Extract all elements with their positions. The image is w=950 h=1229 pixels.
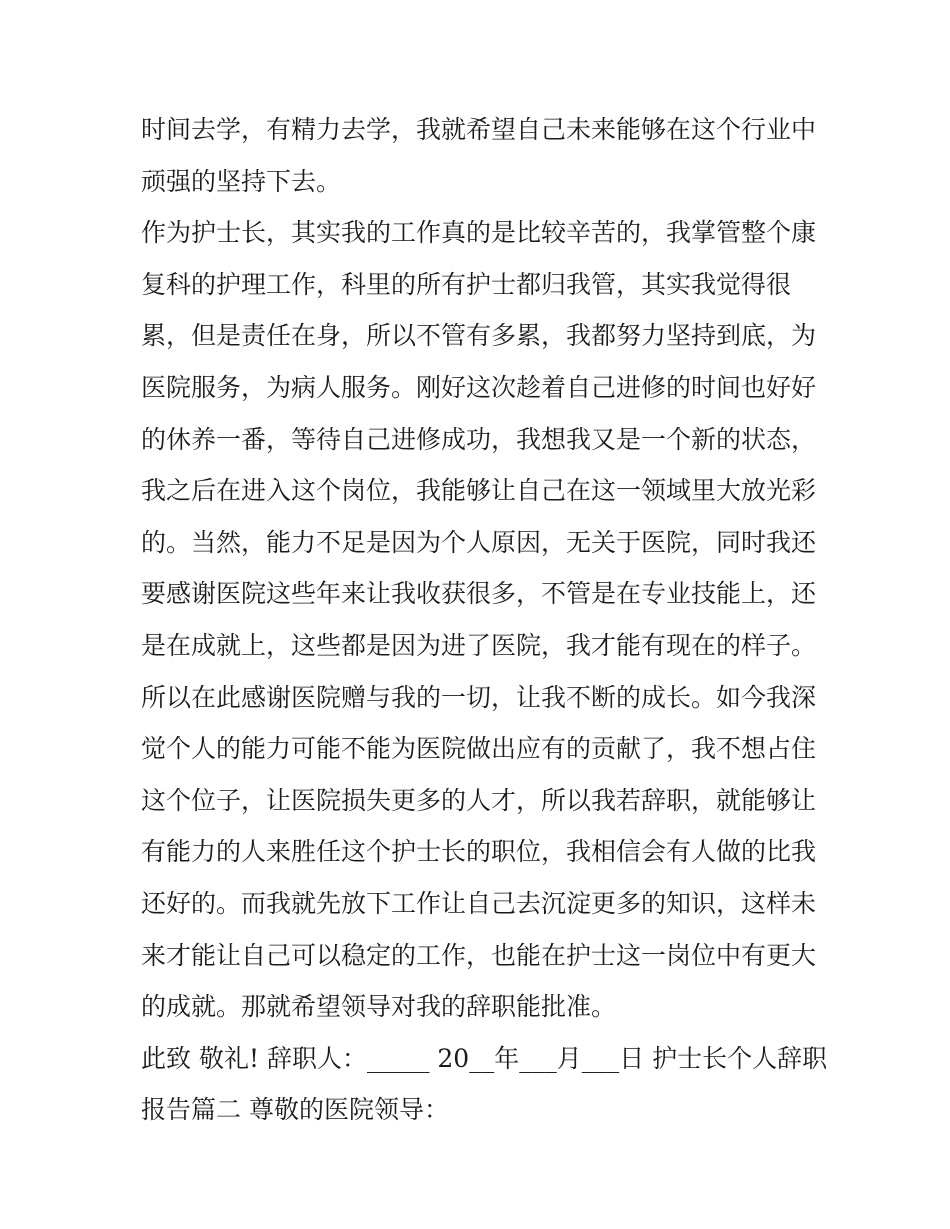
section-heading-line: 报告篇二 尊敬的医院领导： — [141, 1095, 449, 1125]
text-line: 所以在此感谢医院赠与我的一切，让我不断的成长。如今我深 — [141, 682, 817, 712]
text-line: 还好的。而我就先放下工作让自己去沉淀更多的知识，这样未 — [141, 888, 817, 918]
text-line: 的休养一番，等待自己进修成功，我想我又是一个新的状态， — [141, 424, 817, 454]
text-line: 医院服务，为病人服务。刚好这次趁着自己进修的时间也好好 — [141, 372, 817, 402]
text-line: 觉个人的能力可能不能为医院做出应有的贡献了，我不想占住 — [141, 734, 817, 764]
text-line: 的。当然，能力不足是因为个人原因，无关于医院，同时我还 — [141, 527, 817, 557]
text-line: 复科的护理工作，科里的所有护士都归我管，其实我觉得很 — [141, 269, 792, 299]
text-line: 有能力的人来胜任这个护士长的职位，我相信会有人做的比我 — [141, 837, 817, 867]
text-line: 来才能让自己可以稳定的工作，也能在护士这一岗位中有更大 — [141, 940, 817, 970]
text-line: 这个位子，让医院损失更多的人才，所以我若辞职，就能够让 — [141, 785, 817, 815]
text-line: 的成就。那就希望领导对我的辞职能批准。 — [141, 992, 617, 1022]
text-line: 时间去学，有精力去学，我就希望自己未来能够在这个行业中 — [141, 115, 817, 144]
text-line: 作为护士长，其实我的工作真的是比较辛苦的，我掌管整个康 — [141, 218, 817, 248]
text-line: 我之后在进入这个岗位，我能够让自己在这一领域里大放光彩 — [141, 476, 817, 506]
text-line: 是在成就上，这些都是因为进了医院，我才能有现在的样子。 — [141, 630, 817, 660]
text-line: 累，但是责任在身，所以不管有多累，我都努力坚持到底，为 — [141, 321, 817, 351]
body-text — [141, 104, 841, 1136]
text-line: 要感谢医院这些年来让我收获很多，不管是在专业技能上，还 — [141, 579, 817, 609]
text-line: 顽强的坚持下去。 — [141, 166, 342, 196]
signature-line: 此致 敬礼! 辞职人：_____ 20__年___月___日 护士长个人辞职 — [141, 1043, 828, 1073]
